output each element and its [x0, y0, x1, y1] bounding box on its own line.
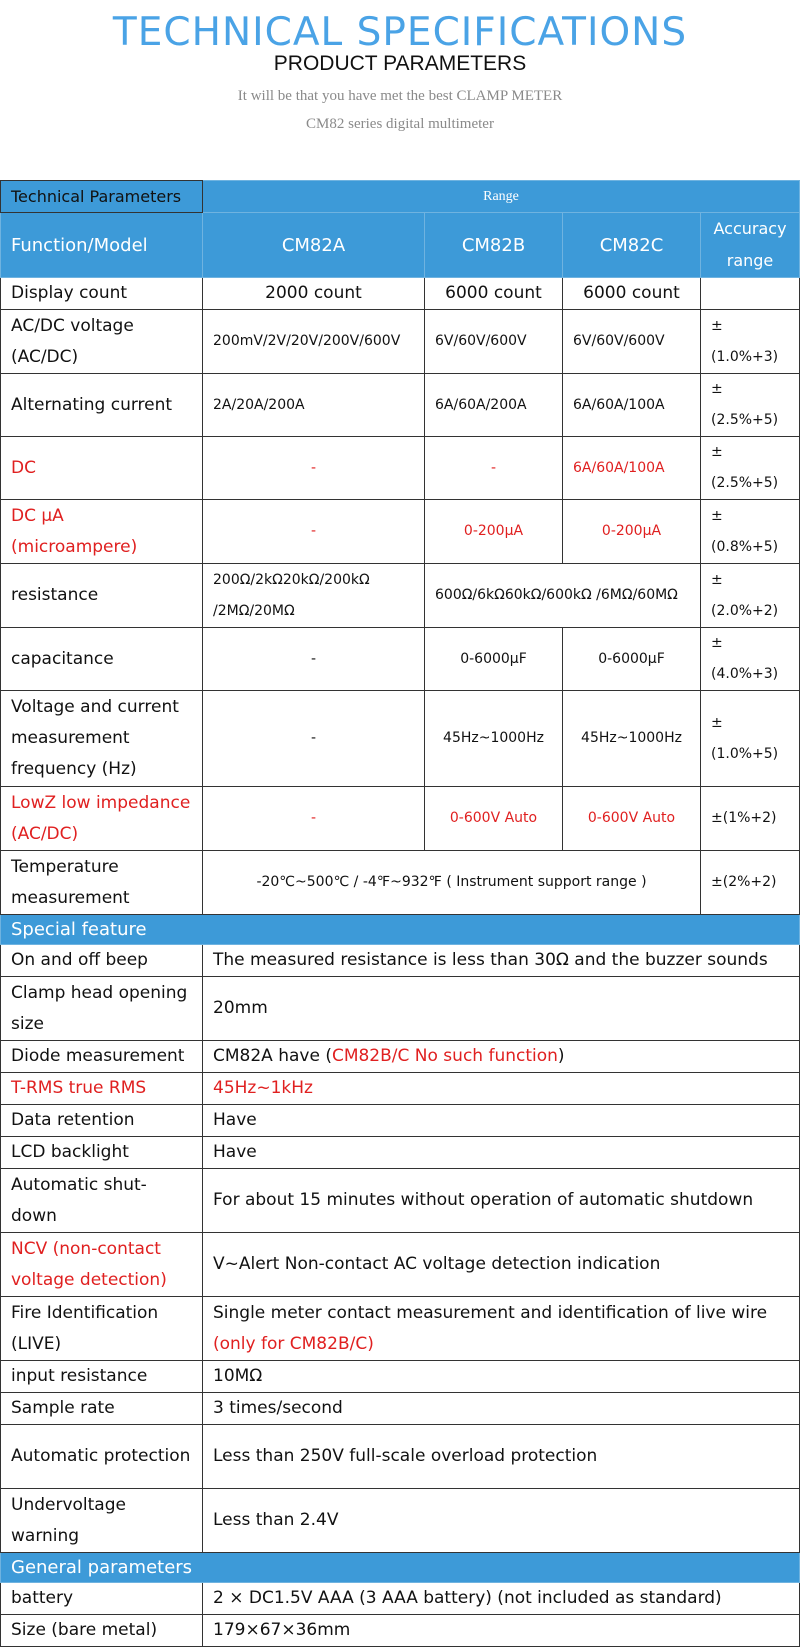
row-label: LCD backlight	[1, 1137, 203, 1169]
spec-table	[0, 180, 800, 1647]
row-label: DC μA (microampere)	[1, 500, 203, 564]
row-label: DC	[1, 437, 203, 500]
row-value: For about 15 minutes without operation of automatic shutdown	[203, 1169, 800, 1233]
row-label: AC/DC voltage (AC/DC)	[1, 310, 203, 374]
row-value: 3 times/second	[203, 1393, 800, 1425]
table-row	[1, 374, 800, 437]
cell-a: -	[203, 437, 425, 500]
cell-a: 2A/20A/200A	[203, 374, 425, 437]
table-row	[1, 851, 800, 915]
special-feature-heading: Special feature	[1, 915, 800, 945]
cell-acc	[701, 278, 800, 310]
cell-acc: ±(2.0%+2)	[701, 564, 800, 628]
table-row	[1, 1137, 800, 1169]
diode-text: CM82A have (	[213, 1046, 332, 1066]
table-row	[1, 977, 800, 1041]
cell-acc: ±(2.5%+5)	[701, 437, 800, 500]
row-value	[203, 1297, 800, 1361]
series-line: CM82 series digital multimeter	[306, 116, 494, 132]
row-label: Alternating current	[1, 374, 203, 437]
row-value: Less than 250V full-scale overload protection	[203, 1425, 800, 1489]
row-label: capacitance	[1, 628, 203, 691]
table-row	[1, 1425, 800, 1489]
row-value: V~Alert Non-contact AC voltage detection indication	[203, 1233, 800, 1297]
row-label: Fire Identification (LIVE)	[1, 1297, 203, 1361]
cell-c: 0-6000μF	[563, 628, 701, 691]
cell-b: 45Hz~1000Hz	[425, 691, 563, 787]
table-row	[1, 945, 800, 977]
cell-c: 6A/60A/100A	[563, 374, 701, 437]
table-row	[1, 1393, 800, 1425]
table-row	[1, 1615, 800, 1647]
cell-acc: ±(1.0%+5)	[701, 691, 800, 787]
row-value: Less than 2.4V	[203, 1489, 800, 1553]
cell-acc: ±(1%+2)	[701, 787, 800, 851]
row-label: Clamp head opening size	[1, 977, 203, 1041]
cell-a: -	[203, 500, 425, 564]
row-label: battery	[1, 1583, 203, 1615]
table-row	[1, 310, 800, 374]
row-value: Have	[203, 1137, 800, 1169]
row-label: Undervoltage warning	[1, 1489, 203, 1553]
table-row	[1, 691, 800, 787]
section-row	[1, 915, 800, 945]
row-value: 45Hz~1kHz	[203, 1073, 800, 1105]
cell-b: 0-200μA	[425, 500, 563, 564]
tagline: It will be that you have met the best CLAMP METER	[237, 88, 563, 104]
table-row	[1, 1169, 800, 1233]
table-row	[1, 564, 800, 628]
model-header-row	[1, 213, 800, 278]
table-row	[1, 1297, 800, 1361]
model-cm82a: CM82A	[203, 213, 425, 278]
row-label: Automatic protection	[1, 1425, 203, 1489]
row-label: LowZ low impedance (AC/DC)	[1, 787, 203, 851]
cell-c: 45Hz~1000Hz	[563, 691, 701, 787]
cell-acc: ±(0.8%+5)	[701, 500, 800, 564]
cell-a: 200mV/2V/20V/200V/600V	[203, 310, 425, 374]
row-label: resistance	[1, 564, 203, 628]
row-value: Have	[203, 1105, 800, 1137]
page-subtitle: PRODUCT PARAMETERS	[273, 52, 527, 75]
function-model-header: Function/Model	[1, 213, 203, 278]
table-row	[1, 1041, 800, 1073]
row-label: Data retention	[1, 1105, 203, 1137]
cell-abc: -20℃~500℃ / -4℉~932℉ ( Instrument support range )	[203, 851, 701, 915]
accuracy-header: Accuracy range	[701, 213, 800, 278]
row-label: Automatic shut-down	[1, 1169, 203, 1233]
table-row	[1, 1105, 800, 1137]
table-row	[1, 278, 800, 310]
table-row	[1, 1233, 800, 1297]
cell-b: -	[425, 437, 563, 500]
cell-acc: ±(2.5%+5)	[701, 374, 800, 437]
cell-b: 6000 count	[425, 278, 563, 310]
cell-b: 0-6000μF	[425, 628, 563, 691]
row-label: Diode measurement	[1, 1041, 203, 1073]
table-row	[1, 1073, 800, 1105]
table-row	[1, 628, 800, 691]
row-label: input resistance	[1, 1361, 203, 1393]
cell-c: 6000 count	[563, 278, 701, 310]
row-value: 10MΩ	[203, 1361, 800, 1393]
live-text: Single meter contact measurement and identification of live wire	[213, 1302, 768, 1323]
diode-note: CM82B/C No such function	[331, 1046, 558, 1066]
row-label: Size (bare metal)	[1, 1615, 203, 1647]
cell-b: 6V/60V/600V	[425, 310, 563, 374]
row-value: 20mm	[203, 977, 800, 1041]
tech-params-header: Technical Parameters	[1, 181, 203, 213]
cell-c: 6A/60A/100A	[563, 437, 701, 500]
cell-bc: 600Ω/6kΩ60kΩ/600kΩ /6MΩ/60MΩ	[425, 564, 701, 628]
row-value	[203, 1041, 800, 1073]
row-label: NCV (non-contact voltage detection)	[1, 1233, 203, 1297]
range-header: Range	[203, 181, 800, 213]
row-label: Voltage and current measurement frequency (Hz)	[1, 691, 203, 787]
cell-acc: ±(4.0%+3)	[701, 628, 800, 691]
table-header-row	[1, 181, 800, 213]
cell-b: 0-600V Auto	[425, 787, 563, 851]
section-row	[1, 1553, 800, 1583]
table-row	[1, 1361, 800, 1393]
table-row	[1, 1489, 800, 1553]
row-value: 2 × DC1.5V AAA (3 AAA battery) (not included as standard)	[203, 1583, 800, 1615]
live-note: (only for CM82B/C)	[213, 1333, 374, 1354]
diode-close: )	[557, 1046, 565, 1066]
row-label: On and off beep	[1, 945, 203, 977]
table-row	[1, 437, 800, 500]
cell-c: 0-600V Auto	[563, 787, 701, 851]
row-label: Temperature measurement	[1, 851, 203, 915]
cell-a: 200Ω/2kΩ20kΩ/200kΩ /2MΩ/20MΩ	[203, 564, 425, 628]
row-label: Sample rate	[1, 1393, 203, 1425]
cell-a: -	[203, 691, 425, 787]
table-row	[1, 787, 800, 851]
row-value: The measured resistance is less than 30Ω and the buzzer sounds	[203, 945, 800, 977]
page-title: TECHNICAL SPECIFICATIONS	[112, 10, 688, 55]
cell-b: 6A/60A/200A	[425, 374, 563, 437]
cell-c: 0-200μA	[563, 500, 701, 564]
table-row	[1, 500, 800, 564]
row-label: T-RMS true RMS	[1, 1073, 203, 1105]
row-value: 179×67×36mm	[203, 1615, 800, 1647]
model-cm82b: CM82B	[425, 213, 563, 278]
model-cm82c: CM82C	[563, 213, 701, 278]
cell-a: 2000 count	[203, 278, 425, 310]
cell-c: 6V/60V/600V	[563, 310, 701, 374]
row-label: Display count	[1, 278, 203, 310]
cell-acc: ±(1.0%+3)	[701, 310, 800, 374]
general-parameters-heading: General parameters	[1, 1553, 800, 1583]
table-row	[1, 1583, 800, 1615]
cell-acc: ±(2%+2)	[701, 851, 800, 915]
cell-a: -	[203, 787, 425, 851]
cell-a: -	[203, 628, 425, 691]
